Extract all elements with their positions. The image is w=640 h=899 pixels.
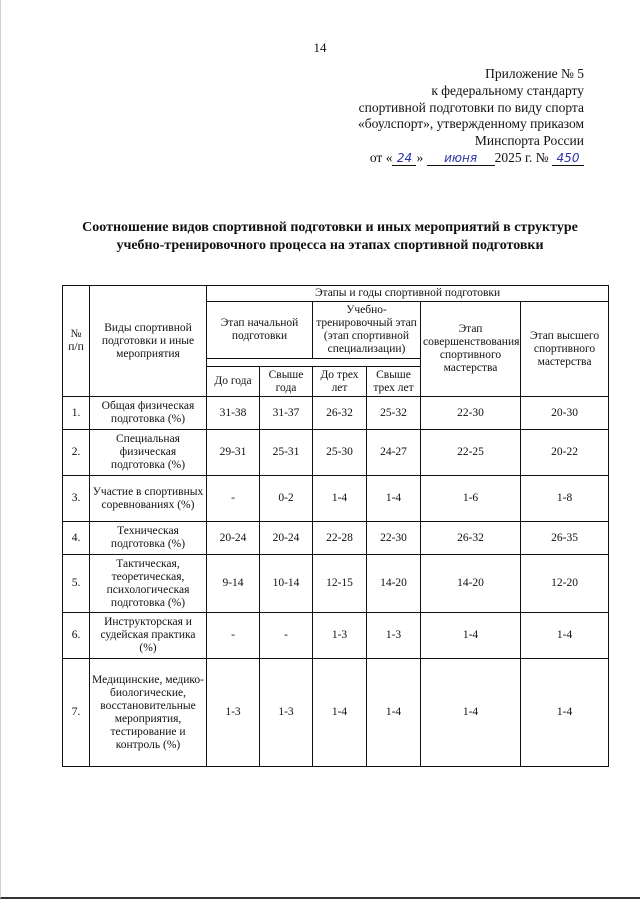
cell-value: 1-4 (521, 659, 609, 767)
header-over-year: Свыше года (260, 367, 313, 397)
row-kind: Инструкторская и судейская практика (%) (90, 613, 207, 659)
cell-value: 20-30 (521, 397, 609, 430)
page-number: 14 (313, 40, 327, 55)
cell-value: 1-3 (367, 613, 421, 659)
table-row (63, 397, 609, 430)
header-kinds: Виды спортивной подготовки и иные мероприятия (90, 286, 207, 397)
cell-value: 12-15 (313, 555, 367, 613)
header-initial-stage: Этап начальной подготовки (207, 302, 313, 359)
row-number: 1. (63, 397, 90, 430)
cell-value: 22-28 (313, 522, 367, 555)
annex-line-3: спортивной подготовки по виду спорта (358, 99, 584, 115)
cell-value: 12-20 (521, 555, 609, 613)
cell-value: - (260, 613, 313, 659)
cell-value: 1-4 (367, 476, 421, 522)
cell-value: 22-25 (421, 430, 521, 476)
table-row (63, 430, 609, 476)
date-month: июня (427, 152, 495, 166)
cell-value: 1-4 (367, 659, 421, 767)
cell-value: 14-20 (421, 555, 521, 613)
cell-value: 20-22 (521, 430, 609, 476)
annex-line-5: Минспорта России (474, 133, 584, 149)
cell-value: 26-35 (521, 522, 609, 555)
cell-value: 29-31 (207, 430, 260, 476)
cell-value: 24-27 (367, 430, 421, 476)
cell-value: 25-30 (313, 430, 367, 476)
cell-value: 1-3 (207, 659, 260, 767)
cell-value: 25-31 (260, 430, 313, 476)
row-number: 6. (63, 613, 90, 659)
cell-value: 31-38 (207, 397, 260, 430)
cell-value: 1-4 (313, 659, 367, 767)
row-number: 4. (63, 522, 90, 555)
date-day: 24 (392, 152, 416, 166)
row-kind: Участие в спортивных соревнованиях (%) (90, 476, 207, 522)
cell-value: 22-30 (367, 522, 421, 555)
header-number: № п/п (63, 286, 90, 397)
cell-value: 26-32 (313, 397, 367, 430)
table-row (63, 659, 609, 767)
training-ratio-table (62, 285, 609, 767)
annex-line-1: Приложение № 5 (485, 66, 584, 81)
table-row (63, 476, 609, 522)
row-kind: Специальная физическая подготовка (%) (90, 430, 207, 476)
date-year: 2025 г. № (494, 149, 549, 165)
order-number: 450 (552, 152, 584, 166)
cell-value: 1-4 (521, 613, 609, 659)
cell-value: 25-32 (367, 397, 421, 430)
date-mid: » (416, 149, 424, 165)
cell-value: 10-14 (260, 555, 313, 613)
row-kind: Медицинские, медико-биологические, восстановительные мероприятия, тестирование и контроль (%) (90, 659, 207, 767)
cell-value: 1-4 (421, 659, 521, 767)
header-upto-three: До трех лет (313, 367, 367, 397)
table-row (63, 613, 609, 659)
cell-value: - (207, 613, 260, 659)
row-number: 5. (63, 555, 90, 613)
cell-value: - (207, 476, 260, 522)
cell-value: 1-3 (313, 613, 367, 659)
cell-value: 1-8 (521, 476, 609, 522)
row-number: 2. (63, 430, 90, 476)
cell-value: 0-2 (260, 476, 313, 522)
header-stages: Этапы и годы спортивной подготовки (207, 286, 609, 302)
cell-value: 22-30 (421, 397, 521, 430)
cell-value: 20-24 (207, 522, 260, 555)
cell-value: 26-32 (421, 522, 521, 555)
header-upto-year: До года (207, 367, 260, 397)
cell-value: 31-37 (260, 397, 313, 430)
table-row (63, 522, 609, 555)
annex-date-line (294, 150, 584, 167)
header-over-three: Свыше трех лет (367, 367, 421, 397)
row-kind: Тактическая, теоретическая, психологическая подготовка (%) (90, 555, 207, 613)
title-line-1: Соотношение видов спортивной подготовки и иных мероприятий в структуре (82, 220, 578, 235)
row-kind: Общая физическая подготовка (%) (90, 397, 207, 430)
row-number: 3. (63, 476, 90, 522)
table-row (63, 555, 609, 613)
cell-value: 1-4 (313, 476, 367, 522)
annex-header (294, 66, 584, 167)
header-higher-stage: Этап высшего спортивного мастерства (521, 302, 609, 397)
cell-value: 9-14 (207, 555, 260, 613)
header-training-stage: Учебно-тренировочный этап (этап спортивной специализации) (313, 302, 421, 359)
title-line-2: учебно-тренировочного процесса на этапах спортивной подготовки (116, 238, 544, 253)
annex-line-4: «боулспорт», утвержденному приказом (357, 116, 584, 132)
date-prefix: от « (369, 149, 393, 165)
row-kind: Техническая подготовка (%) (90, 522, 207, 555)
cell-value: 1-6 (421, 476, 521, 522)
header-improvement-stage: Этап совершенствования спортивного мастерства (421, 302, 521, 397)
cell-value: 20-24 (260, 522, 313, 555)
row-number: 7. (63, 659, 90, 767)
cell-value: 14-20 (367, 555, 421, 613)
annex-line-2: к федеральному стандарту (431, 82, 584, 98)
cell-value: 1-3 (260, 659, 313, 767)
document-title (60, 219, 600, 255)
cell-value: 1-4 (421, 613, 521, 659)
